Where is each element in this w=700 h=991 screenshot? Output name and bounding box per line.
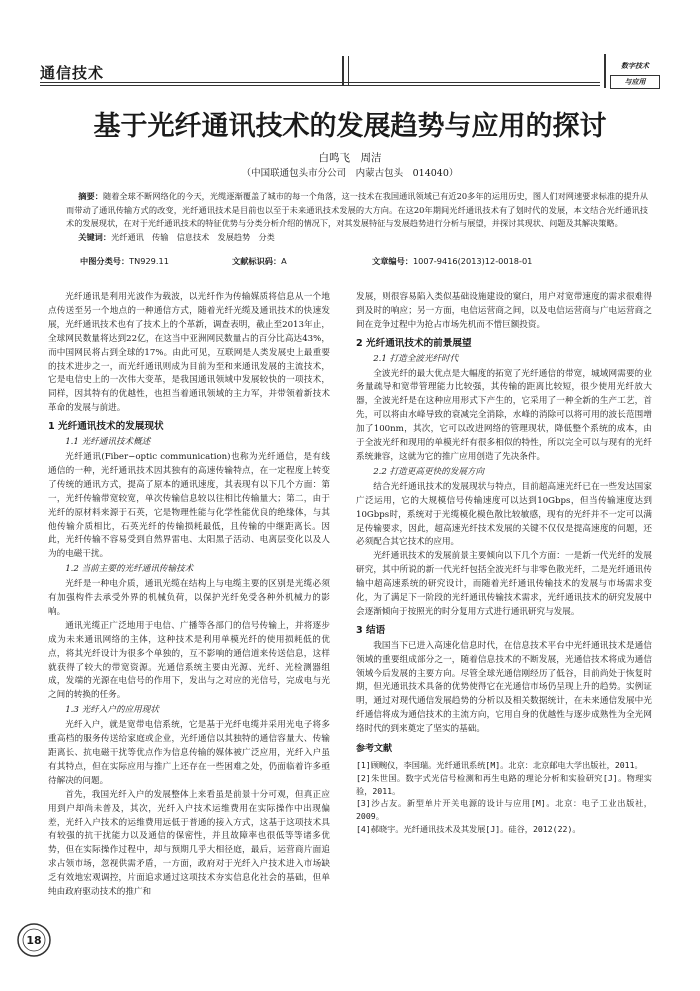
reference-item: [1]顾畹仪，李国瑞。光纤通讯系统[M]。北京：北京邮电大学出版社，2011。 <box>356 760 643 770</box>
author-affiliation: （中国联通包头市分公司 内蒙古包头 014040） <box>241 168 459 179</box>
right-column <box>356 291 652 836</box>
keywords-text: 光纤通讯 传输 信息技术 发展趋势 分类 <box>111 231 275 242</box>
header-divider <box>348 56 349 86</box>
body-paragraph: 光纤入户，就是宽带电信系统，它是基于光纤电缆并采用光电子将多重高档的服务传送给家庭或企业，光纤通信以其独特的通信容量大、传输距离长、抗电磁干扰等优点作为信息传输的媒体被广泛应用，光纤入户虽有其特点，但在实际应用与推广上还存在一些困难之处，仍面临着许多亟待解决的问题。 <box>48 720 330 786</box>
subsection-heading: 2.1 打造全波光纤时代 <box>373 353 459 364</box>
journal-badge <box>604 54 660 88</box>
body-paragraph: 首先，我国光纤入户的发展整体上来看虽是前景十分可观，但真正应用到户却尚未普及，其次，光纤入户技术运维费用在实际操作中出现偏差，光纤入户技术的运维费用远低于普通的接入方式，这基于这项技术具有较强的抗干扰能力以及通信的保密性，并且故障率也很低等等诸多优势，但在实际操作过程中，却与预期几乎大相径庭，最后，运营商片面追求占领市场，忽视供需矛盾，一方面，政府对于光纤入户技术进入市场缺乏有效地宏观调控，片面追求通过这项技术夯实信息化社会的基础，但单纯由政府驱动技术的推广和 <box>48 789 330 898</box>
section-label: 通信技术 <box>40 64 105 82</box>
abstract-block <box>66 190 648 244</box>
keywords-line <box>66 231 648 245</box>
badge-bottom-text: 与应用 <box>610 75 660 89</box>
doc-code-field <box>232 256 287 267</box>
badge-top-text: 数字技术 <box>621 62 649 70</box>
section-heading: 2 光纤通讯技术的前景展望 <box>356 337 472 349</box>
clc-label: 中图分类号： <box>80 256 130 266</box>
abstract-text: 随着全球不断网络化的今天，光缆逐渐覆盖了城市的每一个角落，这一技术在我国通讯领域已有近20多年的运用历史，图人们对网速要求标准的提升从而带动了通讯传输方式的改变，光纤通讯技术是目前也以至于未来通讯技术发展的大方向。在这20年期间光纤通讯技术有了划时代的发展，本文结合光纤通讯技术的发展现状，在对于光纤通讯技术的特征优势与分类分析介绍的情况下，对其发展特征与发展趋势进行分析与展望，并探讨其现状、问题及其解决策略。 <box>66 191 648 228</box>
keywords-label: 关键词： <box>78 231 112 242</box>
doc-code-value: A <box>281 256 287 266</box>
article-number-value: 1007-9416(2013)12-0018-01 <box>412 256 533 266</box>
abstract-paragraph <box>66 190 648 231</box>
header-rule-thin <box>40 85 600 86</box>
page-number: 18 <box>26 934 42 947</box>
subsection-heading: 1.1 光纤通讯技术概述 <box>65 437 151 448</box>
header-divider <box>342 56 344 86</box>
article-number-label: 文章编号： <box>372 256 413 266</box>
body-paragraph: 光纤通讯(Fiber−optic communication)也称为光纤通信，是有线通信的一种，光纤通讯技术因其独有的高速传输特点，在一定程度上转变了传统的通讯方式，提高了原本的通讯速度，其表现有以下几个方面：第一，光纤传输带宽较宽，单次传输信息较以往相比传输量大；第二，由于光纤的原材料来源于石英，它是物理性能与化学性能优良的绝缘体，与其他传输介质相比，石英光纤的传输损耗最低，且传输的中继距离长。因此，光纤传输不容易受到自然界雷电、太阳黑子活动、电离层变化以及人为的电磁干扰。 <box>48 451 330 560</box>
abstract-label: 摘要： <box>78 191 103 201</box>
badge-tick <box>604 54 606 88</box>
body-paragraph: 全波光纤的最大优点是大幅度的拓宽了光纤通信的带宽，城域网需要的业务量疏导和宽带管理能力比较强，其传输的距离比较短，很少使用光纤放大器，全波光纤是在这种应用形式下产生的，它采用了一种全新的生产工艺，首先，可以将由水峰导致的衰减完全消除，水峰的消除可以将可用的波长范围增加了100nm，其次，它可以改进网络的管理现状，降低整个系统的成本，由于全波光纤和现用的单模光纤有很多相似的特性，所以完全可以与现有的光纤系统兼容，这就为它的推广应用创造了先决条件。 <box>356 368 652 462</box>
section-heading: 3 结语 <box>356 624 386 636</box>
clc-field <box>80 256 169 267</box>
article-number-field <box>372 256 532 267</box>
reference-item: [3]沙占友。新型单片开关电源的设计与应用[M]。北京：电子工业出版社，2009。 <box>356 798 652 822</box>
subsection-heading: 1.2 当前主要的光纤通讯传输技术 <box>65 564 194 575</box>
doc-code-label: 文献标识码： <box>232 256 282 266</box>
references-heading: 参考文献 <box>356 744 393 755</box>
body-paragraph: 光纤通讯技术的发展前景主要倾向以下几个方面：一是新一代光纤的发展研究，其中所说的新一代光纤包括全波光纤与非零色散光纤，二是光纤通讯传输中超高速系统的研究设计，而随着光纤通讯传输技术的发展与市场需求变化，为了满足下一阶段的光纤通讯传输技术需求，光纤通讯技术的研究发展中会逐渐倾向于按照光的时分复用方式进行通讯研究与发展。 <box>356 551 652 617</box>
body-paragraph: 光纤是一种电介质，通讯光缆在结构上与电缆主要的区别是光缆必须有加强构件去承受外界的机械负荷，以保护光纤免受各种外机械力的影响。 <box>48 579 330 617</box>
article-authors: 白鸣飞 周洁 <box>318 152 382 164</box>
body-paragraph: 通讯光缆正广泛地用于电信、广播等各部门的信号传输上，并将逐步成为未来通讯网络的主体，这种技术是利用单模光纤的使用损耗低的优点，将其光纤设计为很多个单独的，互不影响的通信道来传送信息，这样就获得了较大的带宽资源。光通信系统主要由光源、光纤、光检测器组成，发端的光源在电信号的作用下，发出与之对应的光信号，完成电与光之间的转换的任务。 <box>48 620 330 701</box>
left-column <box>48 291 330 900</box>
body-paragraph: 结合光纤通讯技术的发展现状与特点，目前超高速光纤已在一些发达国家广泛运用，它的大规模信号传输速度可以达到10Gbps，但当传输速度达到10Gbps时，系统对于光缆模化模色散比较敏感，现有的光纤并不一定可以满足传输要求，因此，超高速光纤技术发展的关键不仅仅是提高速度的问题，还必须配合其它技术的应用。 <box>356 481 652 548</box>
section-heading: 1 光纤通讯技术的发展现状 <box>48 421 164 433</box>
body-paragraph: 光纤通讯是利用光波作为载波，以光纤作为传输媒质将信息从一个地点传送至另一个地点的一种通信方式，随着光纤光缆及通讯技术的快速发展，光纤通讯技术也有了技术上的个革新，调查表明，截止至2013年止，全球网民数量将达到22亿，在这当中亚洲网民数量占的百分比高达43%，而中国网民将占到全球的17%。由此可见，互联网是人类发展史上最重要的技术进步之一，而光纤通讯则成为目前为至和来通讯发展的主流技术，它是电信史上的一次伟大变革，是我国通讯领域中发展较快的一项技术，同样，因其特有的优越性，也担当着通讯领域的主力军，并带领着新技术革命的发展与前进。 <box>48 292 330 414</box>
subsection-heading: 2.2 打造更高更快的发展方向 <box>373 466 485 477</box>
reference-item: [4]郝晓宇。光纤通讯技术及其发展[J]。硅谷，2012(22)。 <box>356 823 581 834</box>
reference-item: [2]朱世国。数字式光信号检测和再生电路的理论分析和实验研究[J]。物理实验，2011。 <box>356 772 652 796</box>
page-number-badge <box>16 922 52 958</box>
subsection-heading: 1.3 光纤入户的应用现状 <box>65 705 159 716</box>
header-rule <box>40 82 600 83</box>
body-paragraph: 发展，则很容易陷入类似基础设施建设的窠臼，用户对宽带速度的需求很难得到及时的响应；另一方面，电信运营商之间，以及电信运营商与广电运营商之间在竞争过程中为抢占市场先机而不惜巨额投资。 <box>356 292 652 330</box>
body-paragraph: 我国当下已进入高速化信息时代，在信息技术平台中光纤通讯技术是通信领域的重要组成部分之一，随着信息技术的不断发展，光通信技术将成为通信领域今后发展的主要方向。尽管全球光通信刚经历了低谷，目前尚处于恢复时期，但光通讯技术具备的优势使得它在光通信市场仍呈现上升的趋势。实例证明，通过对现代通信发展趋势的分析以及相关数据统计，在未来通信发展中光纤通信将成为通信技术的主流方向，它用自身的优越性与逐步成熟性为全光网络时代的到来奠定了坚实的基础。 <box>356 640 652 735</box>
clc-value: TN929.11 <box>129 256 169 266</box>
article-title: 基于光纤通讯技术的发展趋势与应用的探讨 <box>93 111 607 142</box>
